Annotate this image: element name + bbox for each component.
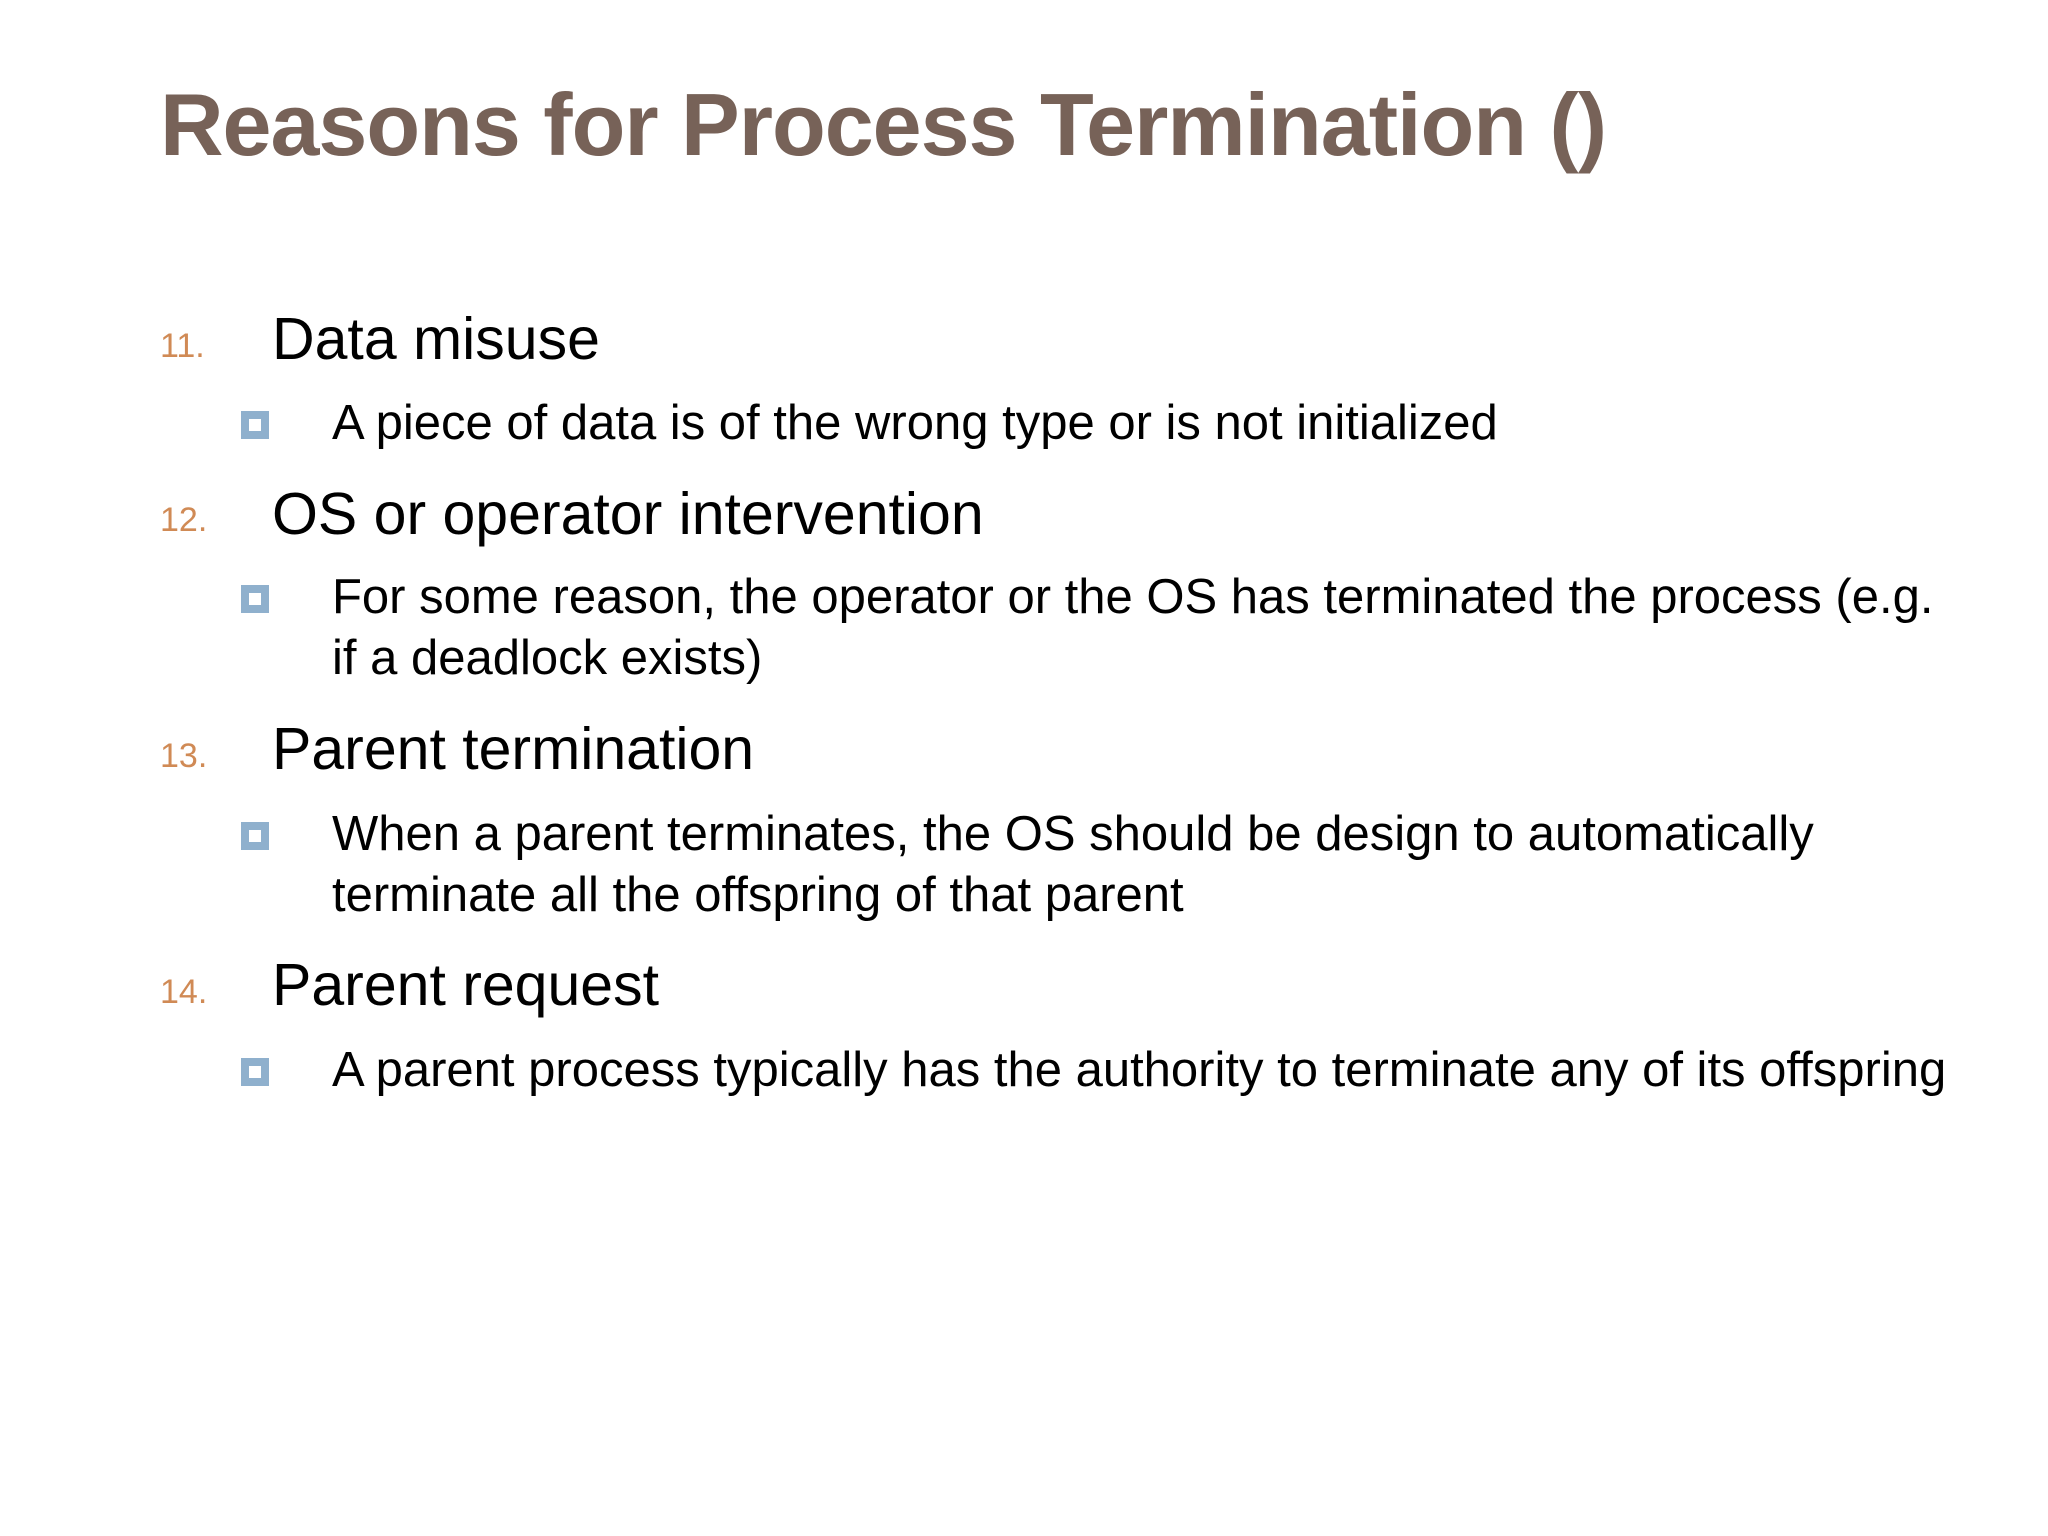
item-detail: A piece of data is of the wrong type or is not initialized [332,396,1498,450]
item-detail: When a parent terminates, the OS should be design to automatically terminate all the offspring of that parent [332,807,1814,922]
square-bullet-icon [241,585,269,613]
item-number: 11. [160,327,205,365]
item-heading: OS or operator intervention [272,481,984,547]
item-number: 12. [160,501,208,539]
item-detail: A parent process typically has the authority to terminate any of its offspring [332,1043,1947,1097]
item-heading: Parent request [272,952,660,1018]
item-number: 13. [160,737,208,775]
item-detail: For some reason, the operator or the OS has terminated the process (e.g. if a deadlock exists) [332,570,1934,685]
slide-title: Reasons for Process Termination () [160,75,1607,174]
square-bullet-icon [241,822,269,850]
square-bullet-icon [241,1058,269,1086]
item-number: 14. [160,973,208,1011]
item-heading: Data misuse [272,306,600,372]
square-bullet-icon [241,411,269,439]
item-heading: Parent termination [272,716,755,782]
